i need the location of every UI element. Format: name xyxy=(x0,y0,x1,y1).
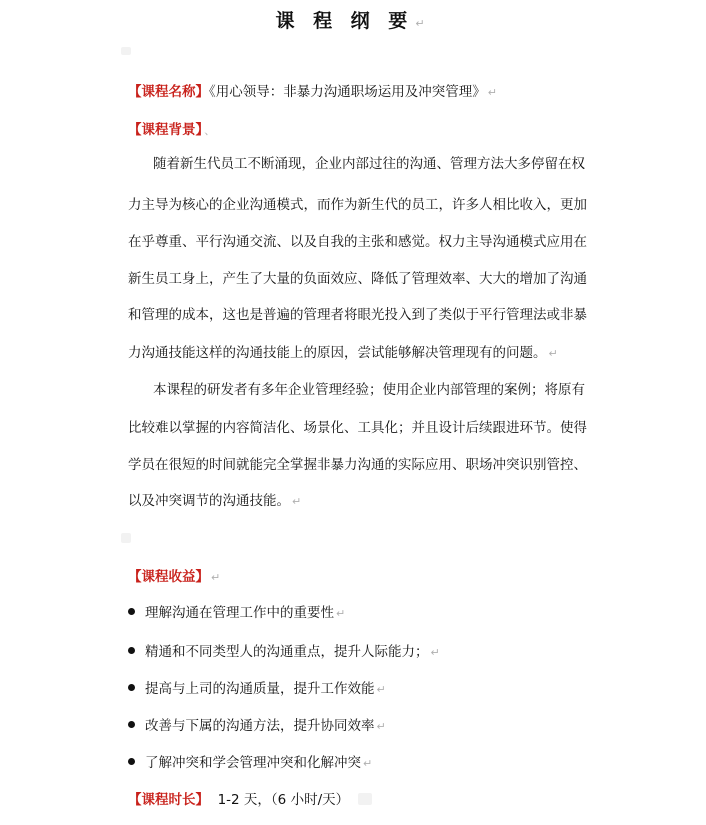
list-item: 改善与下属的沟通方法，提升协同效率 ↵ xyxy=(128,717,386,736)
page-title: 课 程 纲 要 ↵ xyxy=(275,10,431,32)
list-item: 了解冲突和学会管理冲突和化解冲突 ↵ xyxy=(128,754,372,773)
benefits-label: 【课程收益】 xyxy=(128,569,209,585)
background-heading: 【课程背景】 、 xyxy=(128,122,216,138)
bullet-icon xyxy=(128,684,135,691)
paragraph-line: 学员在很短的时间就能完全掌握非暴力沟通的实际应用、职场冲突识别管控、 xyxy=(128,457,587,473)
duration-value: 1-2 天，（6 小时/天） xyxy=(217,792,350,808)
bullet-icon xyxy=(128,758,135,765)
paragraph-line: 力主导为核心的企业沟通模式，而作为新生代的员工，许多人相比收入，更加 xyxy=(128,197,587,213)
list-item: 提高与上司的沟通质量，提升工作效能 ↵ xyxy=(128,680,386,699)
duration-label: 【课程时长】 xyxy=(128,792,209,808)
paragraph-line: 比较难以掌握的内容简洁化、场景化、工具化；并且设计后续跟进环节。使得 xyxy=(128,420,587,436)
bullet-icon xyxy=(128,647,135,654)
paragraph-line: 力沟通技能这样的沟通技能上的原因，尝试能够解决管理现有的问题。 ↵ xyxy=(128,345,558,361)
scan-smudge xyxy=(358,793,372,805)
background-label: 【课程背景】 xyxy=(128,122,203,138)
benefits-heading: 【课程收益】 ↵ xyxy=(128,569,221,585)
paragraph-line: 新生员工身上，产生了大量的负面效应、降低了管理效率、大大的增加了沟通 xyxy=(128,271,587,287)
paragraph-line: 和管理的成本，这也是普遍的管理者将眼光投入到了类似于平行管理法或非暴 xyxy=(128,307,587,323)
paragraph-line: 随着新生代员工不断涌现，企业内部过往的沟通、管理方法大多停留在权 xyxy=(153,156,585,172)
course-name-line: 【课程名称】《用心领导：非暴力沟通职场运用及冲突管理》 ↵ xyxy=(128,84,497,100)
bullet-icon xyxy=(128,721,135,728)
list-item: 精通和不同类型人的沟通重点，提升人际能力； ↵ xyxy=(128,643,440,662)
paragraph-line: 本课程的研发者有多年企业管理经验；使用企业内部管理的案例；将原有 xyxy=(153,382,585,398)
scan-smudge xyxy=(121,47,131,55)
duration-line xyxy=(128,791,349,809)
paragraph-line: 在乎尊重、平行沟通交流、以及自我的主张和感觉。权力主导沟通模式应用在 xyxy=(128,234,587,250)
course-name-value: 《用心领导：非暴力沟通职场运用及冲突管理》 xyxy=(209,84,486,100)
paragraph-line: 以及冲突调节的沟通技能。 ↵ xyxy=(128,493,302,509)
course-name-label: 【课程名称】 xyxy=(128,84,209,100)
bullet-icon xyxy=(128,608,135,615)
list-item: 理解沟通在管理工作中的重要性 ↵ xyxy=(128,604,345,623)
scan-smudge xyxy=(121,533,131,543)
